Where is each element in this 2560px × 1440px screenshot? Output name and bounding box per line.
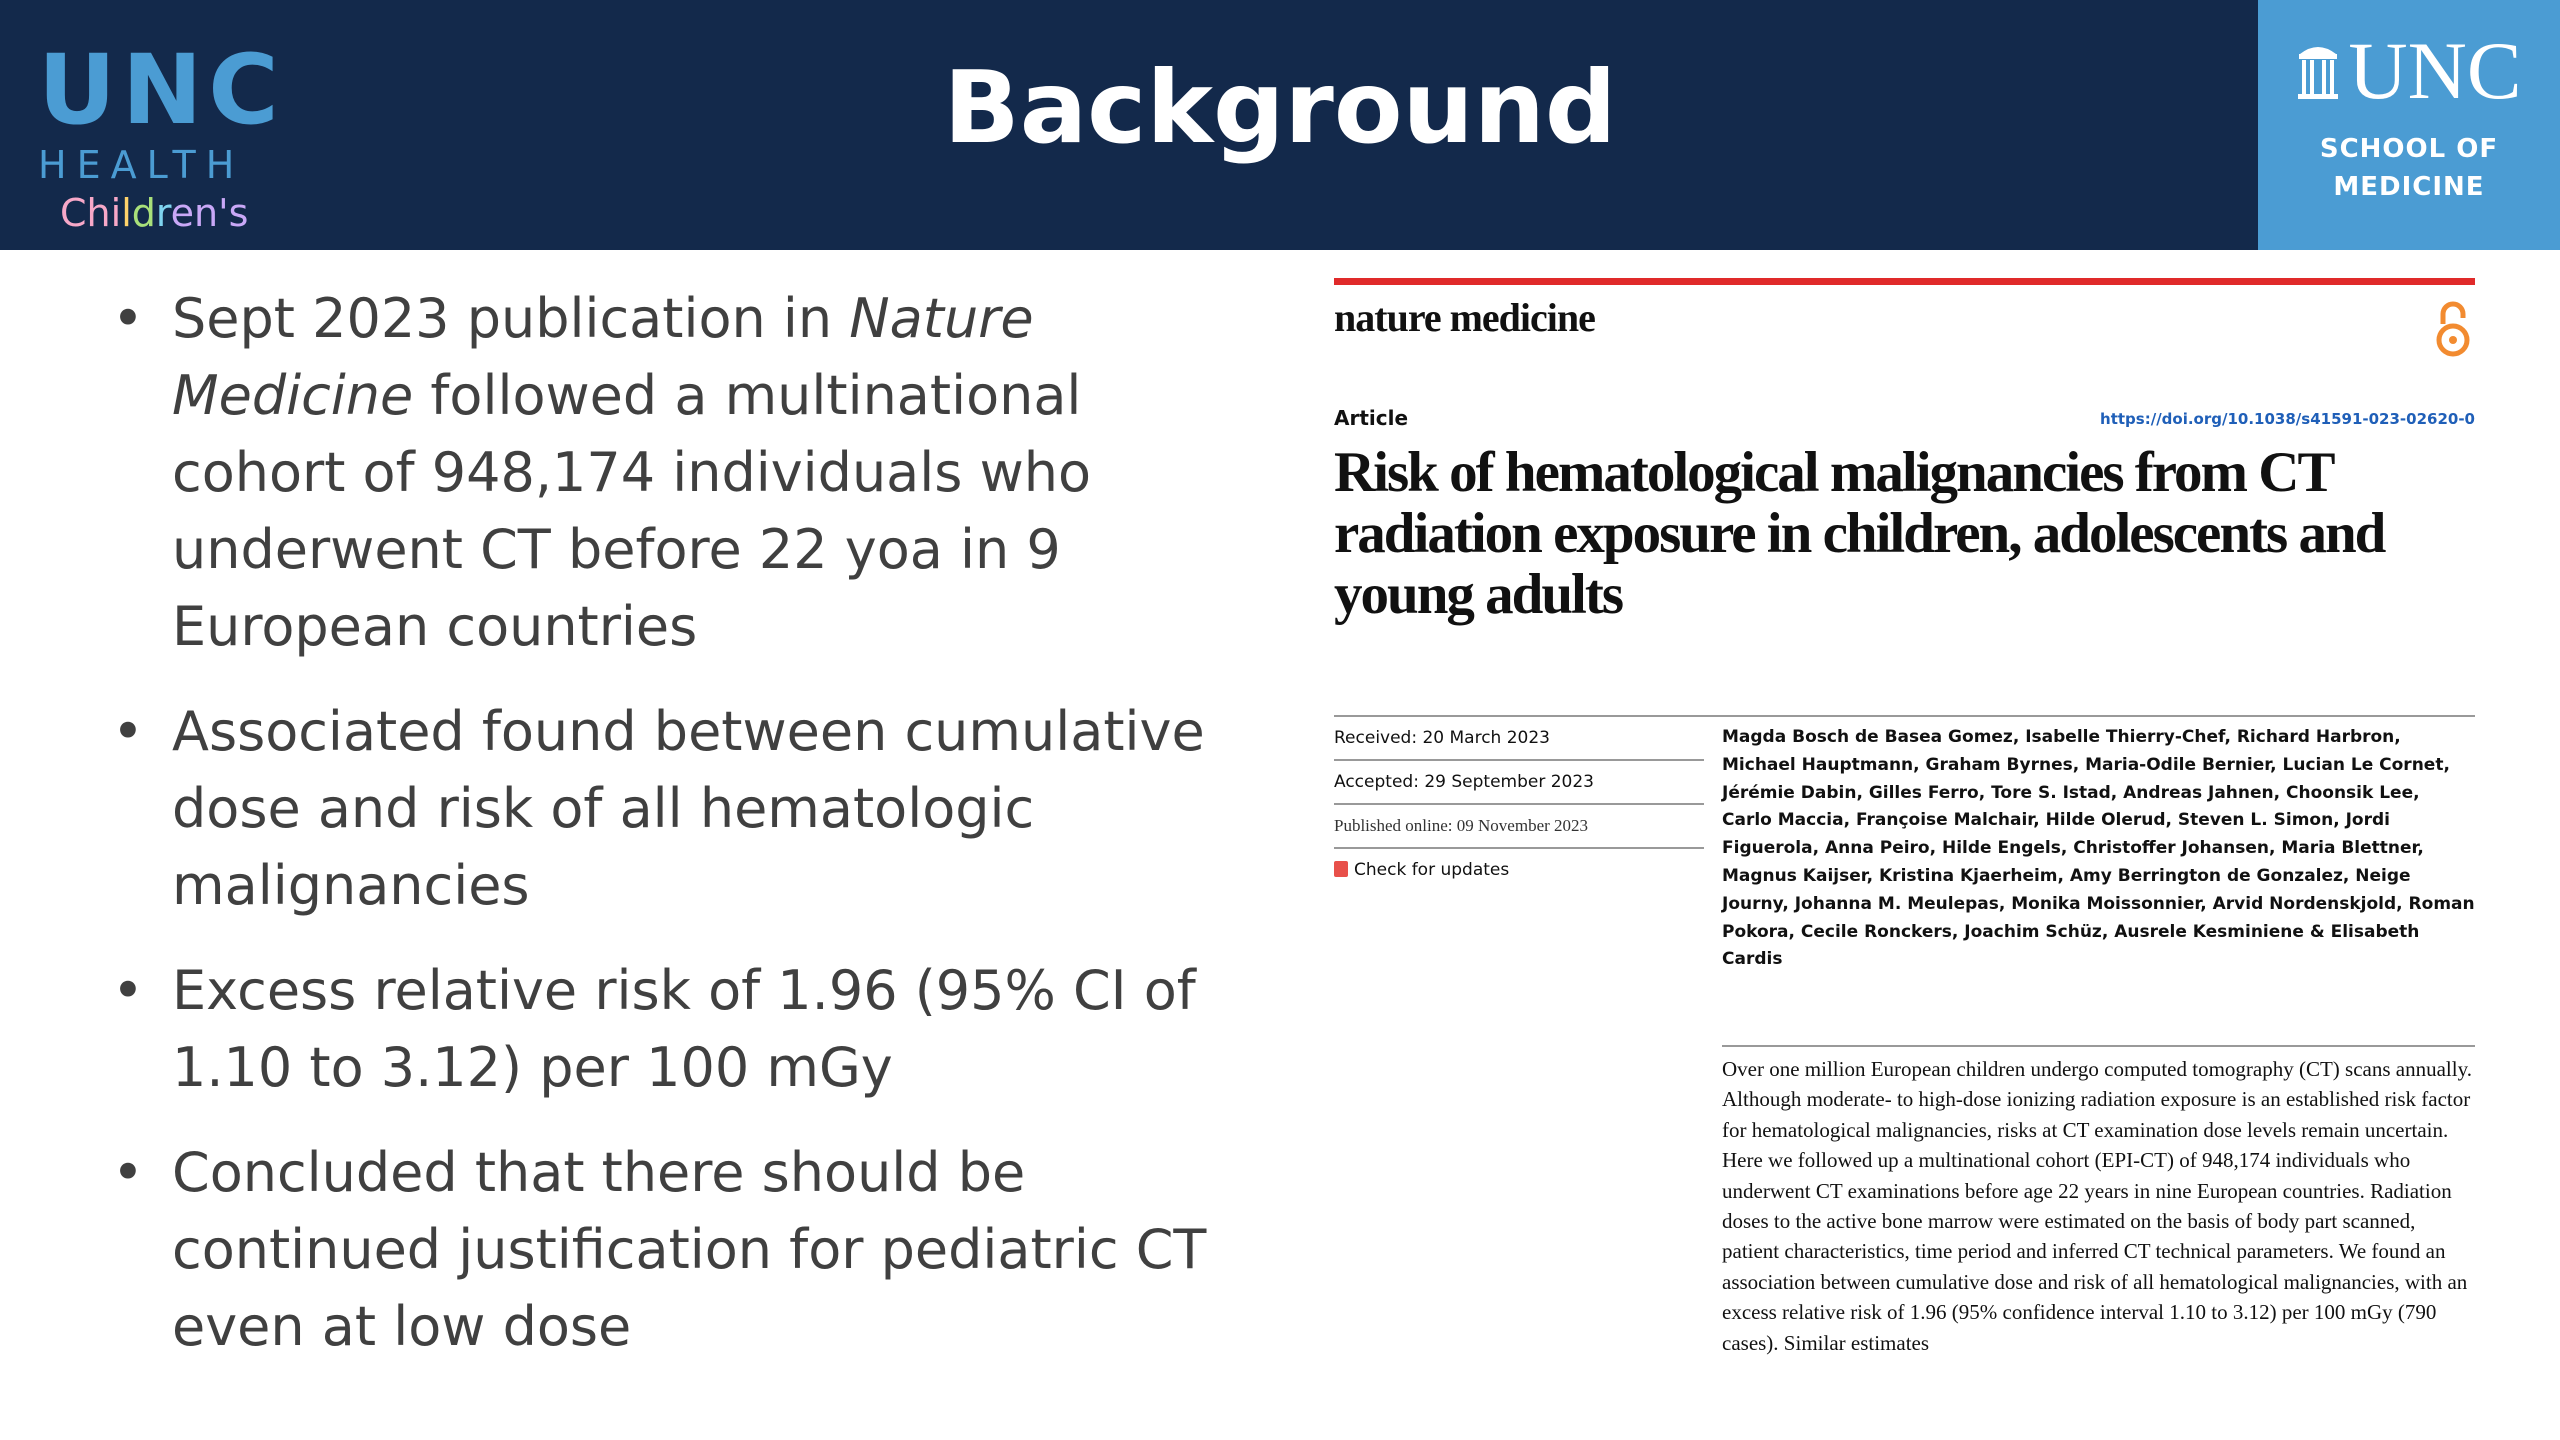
accepted-date: Accepted: 29 September 2023: [1334, 761, 1704, 805]
check-updates-icon: [1334, 861, 1348, 877]
unc-school-of-medicine-logo: [2258, 0, 2560, 250]
bullet-dot-icon: •: [112, 1141, 144, 1204]
bullet-list: [110, 280, 1220, 1393]
bullet-item: • Sept 2023 publication in Nature Medicine followed a multinational cohort of 948,174 individuals who underwent CT before 22 yoa in 9 European countries: [110, 280, 1220, 665]
school-of-text: SCHOOL OF: [2319, 134, 2499, 164]
journal-name: nature medicine: [1334, 295, 1595, 340]
logo-childrens-text: Children's: [60, 191, 249, 235]
bullet-dot-icon: •: [112, 700, 144, 763]
received-date: Received: 20 March 2023: [1334, 717, 1704, 761]
bullet-dot-icon: •: [112, 287, 144, 350]
open-access-icon: [2433, 300, 2473, 358]
article-dates: [1334, 717, 1704, 891]
bullet-dot-icon: •: [112, 959, 144, 1022]
bullet-item: • Associated found between cumulative dose and risk of all hematologic malignancies: [110, 693, 1220, 924]
article-title: Risk of hematological malignancies from CT radiation exposure in children, adolescents and young adults: [1334, 441, 2385, 626]
logo-unc-text: UNC: [38, 34, 285, 146]
article-screenshot: [1330, 272, 2475, 1412]
old-well-icon: [2296, 40, 2340, 102]
unc-wordmark: UNC: [2348, 25, 2522, 116]
journal-red-rule: [1334, 278, 2475, 285]
author-list: Magda Bosch de Basea Gomez, Isabelle Thierry-Chef, Richard Harbron, Michael Hauptmann, Graham Byrnes, Maria-Odile Bernier, Lucian Le Cornet, Jérémie Dabin, Gilles Ferro, Tore S. Istad, Andreas Jahnen, Choonsik Lee, Carlo Maccia, Françoise Malchair, Hilde Olerud, Steven L. Simon, Jordi Figuerola, Anna Peiro, Hilde Engels, Christoffer Johansen, Maria Blettner, Magnus Kaijser, Kristina Kjaerheim, Amy Berrington de Gonzalez, Neige Journy, Johanna M. Meulepas, Monika Moissonnier, Arvid Nordenskjold, Roman Pokora, Cecile Ronckers, Joachim Schüz, Ausrele Kesminiene & Elisabeth Cardis: [1722, 727, 2475, 970]
slide-header: [0, 0, 2560, 250]
bullet-item: • Concluded that there should be continued justification for pediatric CT even at low dose: [110, 1134, 1220, 1365]
abstract-divider: [1722, 1045, 2475, 1047]
logo-health-text: HEALTH: [38, 143, 245, 187]
medicine-text: MEDICINE: [2333, 172, 2485, 202]
abstract-text: Over one million European children undergo computed tomography (CT) scans annually. Although moderate- to high-dose ionizing radiation exposure is an established risk factor for hematological malignancies, risks at CT examination dose levels remain uncertain. Here we followed up a multinational cohort (EPI-CT) of 948,174 individuals who underwent CT examinations before age 22 years in nine European countries. Radiation doses to the active bone marrow were estimated on the basis of body part scanned, patient characteristics, time period and inferred CT technical parameters. We found an association between cumulative dose and risk of all hematological malignancies, with an excess relative risk of 1.96 (95% confidence interval 1.10 to 3.12) per 100 mGy (790 cases). Similar estimates: [1722, 1057, 2472, 1355]
published-date: Published online: 09 November 2023: [1334, 805, 1704, 849]
slide-title: Background: [943, 49, 1617, 166]
bullet-item: • Excess relative risk of 1.96 (95% CI of 1.10 to 3.12) per 100 mGy: [110, 952, 1220, 1106]
check-for-updates[interactable]: Check for updates: [1334, 849, 1704, 891]
doi-link[interactable]: https://doi.org/10.1038/s41591-023-02620-0: [2100, 410, 2475, 428]
article-type-label: Article: [1334, 406, 1409, 430]
